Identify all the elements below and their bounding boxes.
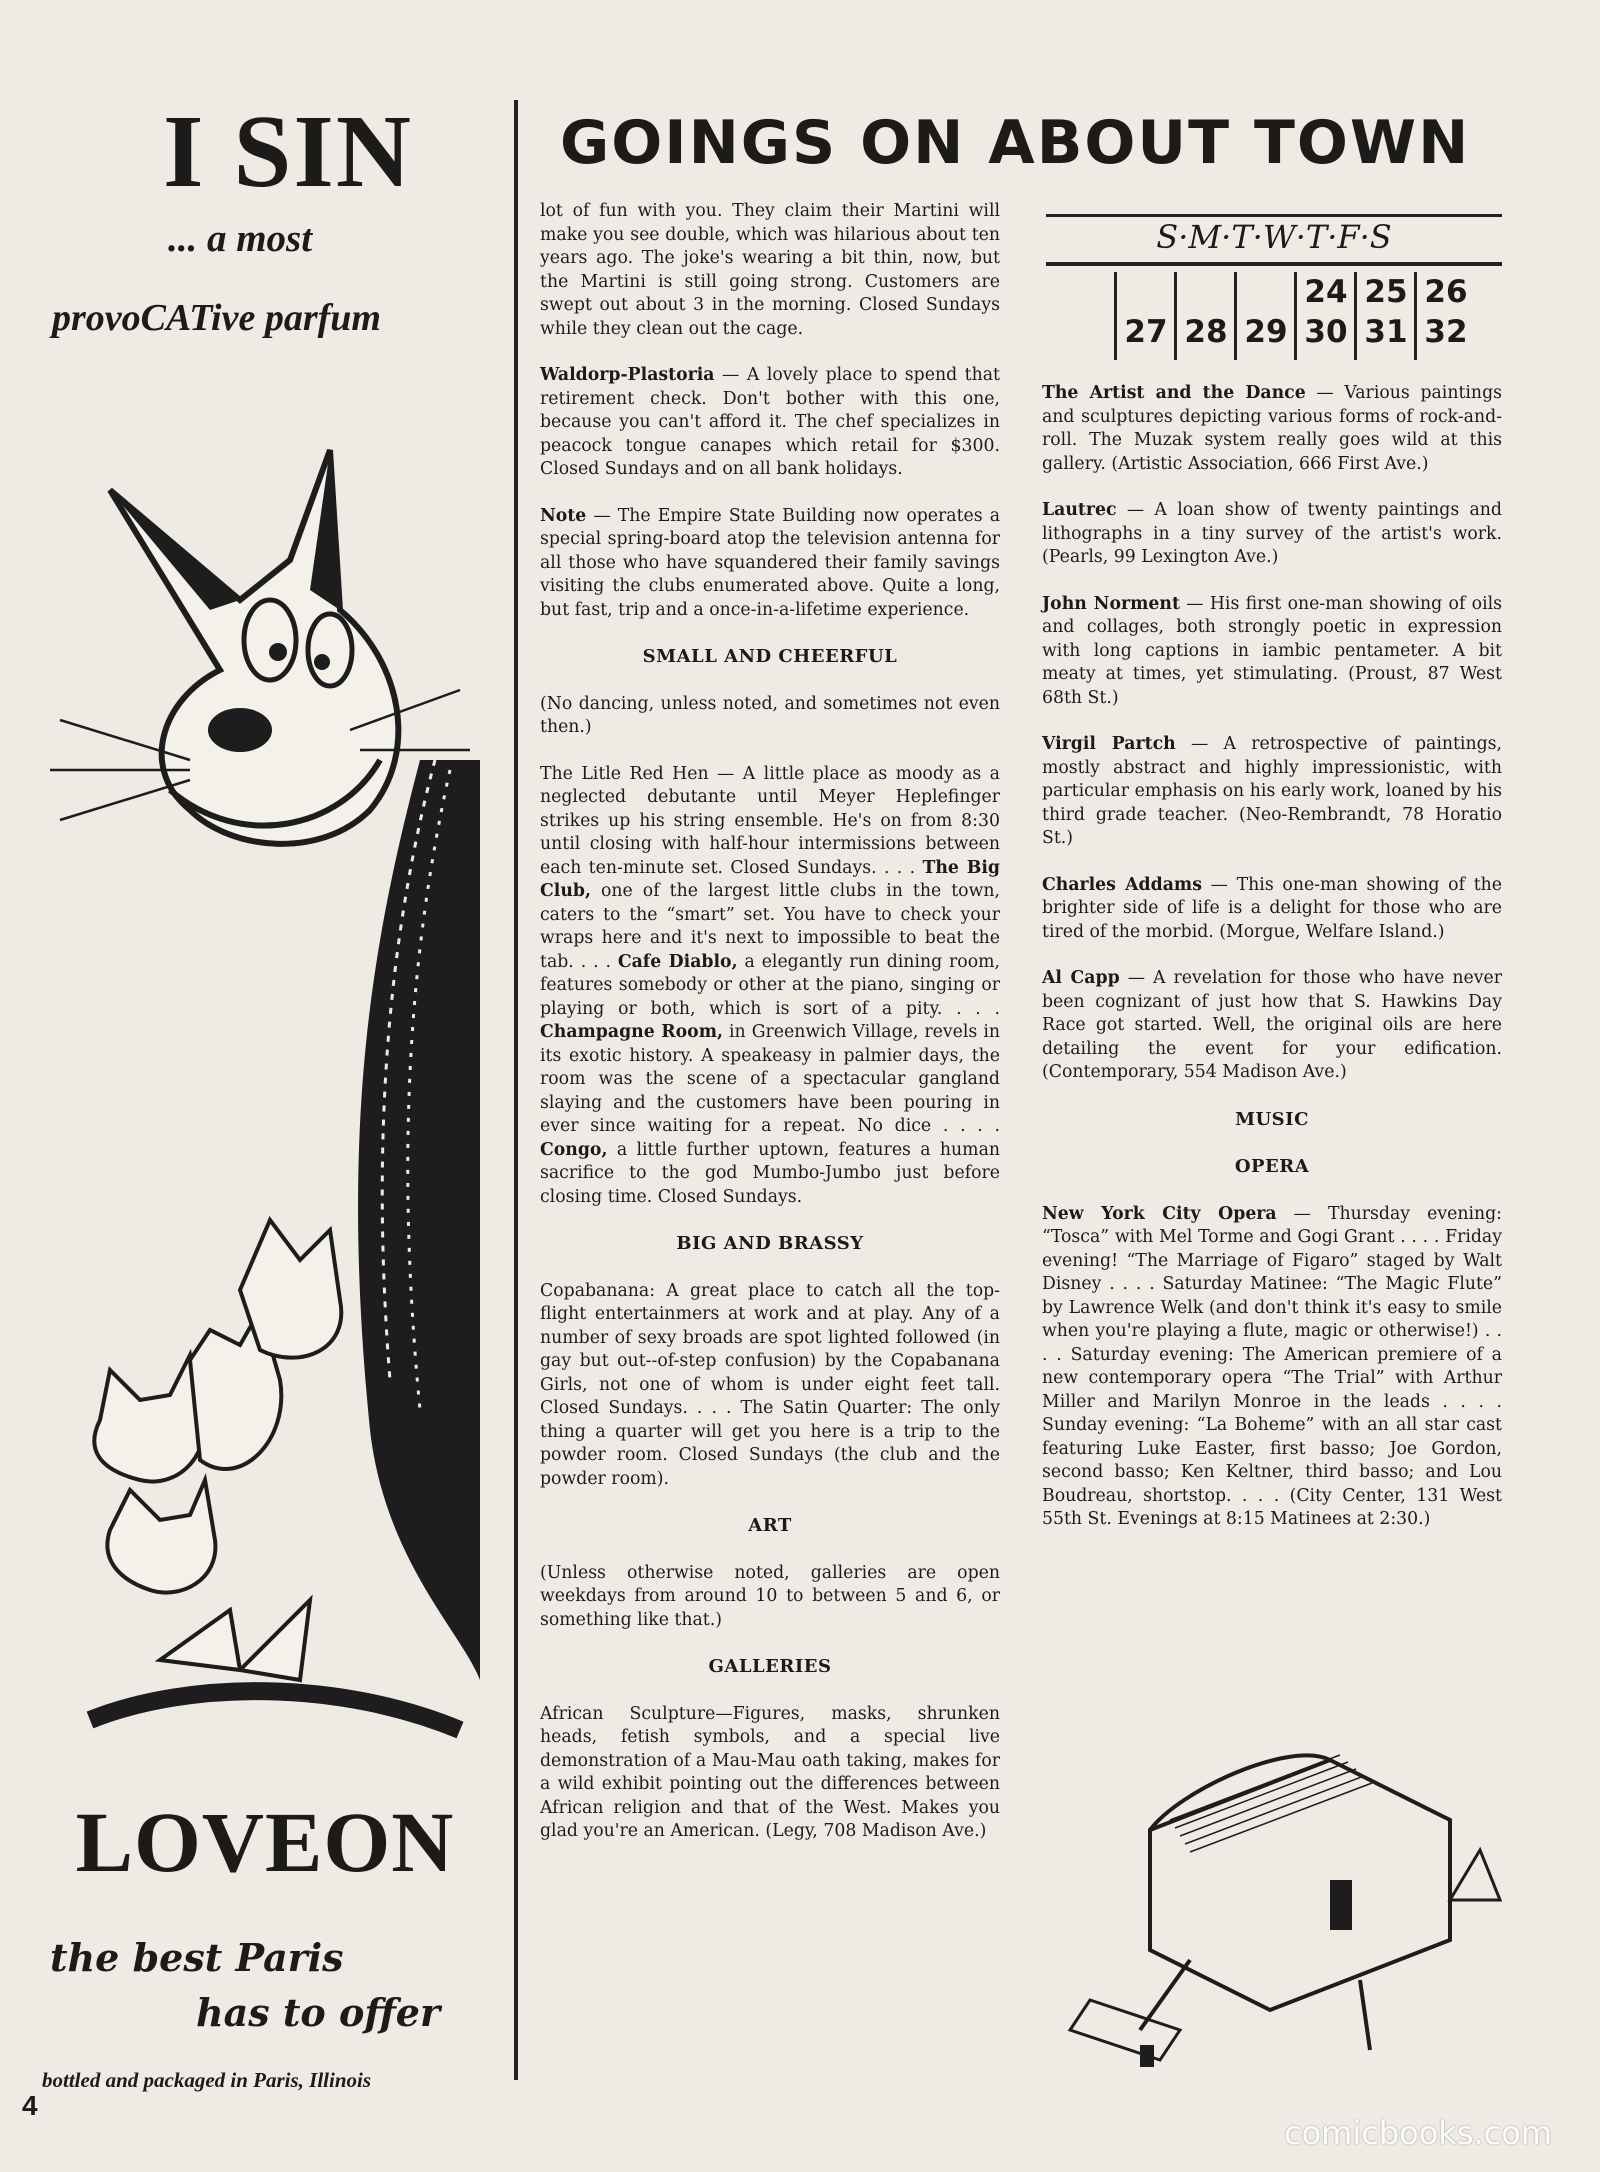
page-number: 4: [22, 2090, 38, 2121]
calendar-days: S·M·T·W·T·F·S: [1156, 218, 1392, 256]
section-heading: ART: [748, 1515, 792, 1536]
ad-subtitle-2: provoCATive parfum: [52, 297, 381, 339]
listing-name: Congo,: [540, 1139, 608, 1160]
listing-artist-dance: [1042, 382, 1502, 476]
listing-name: Charles Addams: [1042, 874, 1202, 895]
listing-name: New York City Opera: [1042, 1203, 1277, 1224]
cat-nose: [208, 708, 272, 752]
cat-eye-left: [244, 600, 296, 680]
listing-text: in Greenwich Village, revels in its exotic history. A speakeasy in palmier days, the room was the scene of a spectacular gangland slaying and the customers have been pouring in ever since waiting for a repeat. No dice . . . .: [540, 1022, 1000, 1136]
listing-text: — Thursday evening: “Tosca” with Mel Torme and Gogi Grant . . . . Friday evening! “The Marriage of Figaro” staged by Walt Disney . . . . Saturday Matinee: “The Magic Flute” by Lawrence Welk (and don't think it's easy to smile when you're playing a flute, magic or otherwise!) . . . . Saturday evening: The American premiere of a new contemporary opera “The Trial” with Arthur Miller and Marilyn Monroe in the leads . . . . Sunday evening: “La Boheme” with an all star cast featuring Luke Easter, first basso; Joe Gordon, second basso; Ken Keltner, third basso; and Lou Boudreau, shortstop. . . . (City Center, 131 West 55th St. Evenings at 8:15 Matinees at 2:30.): [1042, 1203, 1502, 1529]
listing-name: The Artist and the Dance: [1042, 383, 1306, 403]
calendar-date: 31: [1364, 314, 1408, 350]
stage-box: [1150, 1760, 1450, 2010]
calendar-date: 25: [1364, 274, 1408, 310]
listing-norment: [1042, 593, 1502, 711]
ad-tagline-1: the best Paris: [50, 1935, 344, 1980]
intro-paragraph: lot of fun with you. They claim their Martini will make you see double, which was hilarious about ten years ago. The joke's wearing a bit thin, now, but the Martini is still going strong. Customers are swept out about 3 in the morning. Closed Sundays while they clean out the cage.: [540, 201, 1000, 339]
listing-text: one of the largest little clubs in the town, caters to the “smart” set. You have to check your wraps here and it's next to impossible to beat the tab. . . .: [540, 881, 1000, 972]
curtain-lines: [1170, 1755, 1372, 1852]
section-heading: SMALL AND CHEERFUL: [642, 646, 898, 667]
section-heading: MUSIC: [1235, 1108, 1309, 1130]
bow-icon: [160, 1600, 310, 1680]
column-divider: [514, 100, 518, 2080]
listing-text: The Litle Red Hen — A little place as moody as a neglected debutante until Meyer Heplefinger strikes up his string ensemble. He's on from 8:30 until closing with half-hour intermissions between each ten-minute set. Closed Sundays. . . .: [540, 763, 1000, 878]
kittens-group: [94, 1220, 341, 1593]
calendar-date: 32: [1424, 314, 1468, 350]
ad-subtitle-1: ... a most: [167, 217, 313, 260]
listing-red-hen: [540, 763, 1000, 1210]
cat-tail: [90, 1691, 460, 1730]
listing-text: — Various paintings and sculptures depicting various forms of rock-and-roll. The Muzak system really goes wild at this gallery. (Artistic Association, 666 First Ave.): [1042, 383, 1502, 474]
cat-pupil-left: [269, 643, 287, 661]
listing-text: — A retrospective of paintings, mostly abstract and highly impressionistic, with particular emphasis on his early work, loaned by his third grade teacher. (Neo-Rembrandt, 78 Horatio St.): [1042, 734, 1502, 848]
ad-title: I SIN: [163, 94, 413, 209]
cat-illustration: [40, 430, 480, 1770]
listing-name: Champagne Room,: [540, 1022, 723, 1042]
ad-brand: LOVEON: [75, 1794, 455, 1890]
listing-name: Al Capp: [1042, 968, 1120, 988]
ad-tagline-2: has to offer: [196, 1990, 440, 2035]
listing-name: Cafe Diablo,: [617, 951, 738, 972]
ad-footer: bottled and packaged in Paris, Illinois: [42, 2068, 372, 2092]
calendar-date: 28: [1184, 314, 1228, 350]
listing-name: Note: [540, 505, 587, 526]
section-intro: (No dancing, unless noted, and sometimes not even then.): [540, 693, 1000, 737]
listing-text: — A loan show of twenty paintings and lithographs in a tiny survey of the artist's work. (Pearls, 99 Lexington Ave.): [1042, 500, 1502, 567]
section-intro: (Unless otherwise noted, galleries are open weekdays from around 10 to between 5 and 6, or something like that.): [540, 1562, 1000, 1630]
listing-partch: [1042, 733, 1502, 851]
listing-text: — This one-man showing of the brighter side of life is a delight for those who are tired of the morbid. (Morgue, Welfare Island.): [1042, 874, 1502, 942]
listings-column-1: [540, 200, 1000, 1867]
listing-copabanana: Copabanana: A great place to catch all the top-flight entertainmers at work and at play. Any of a number of sexy broads are spot lighted followed (in gay but out--of-step confusion) by the Copabanana Girls, not one of whom is under eight feet tall. Closed Sundays. . . . The Satin Quarter: The only thing a quarter will get you here is a trip to the powder room. Closed Sundays (the club and the powder room).: [540, 1280, 1000, 1489]
listing-text: — His first one-man showing of oils and collages, both strongly poetic in expression with long captions in iambic pentameter. A bit meaty at times, yet stimulating. (Proust, 87 West 68th St.): [1042, 593, 1502, 708]
watermark: comicbooks.com: [1283, 2114, 1552, 2152]
cat-eye-right: [308, 614, 352, 686]
listing-note: [540, 505, 1000, 623]
calendar-date: 30: [1304, 314, 1348, 350]
singer-figure: [1330, 1880, 1352, 1930]
listing-name: Virgil Partch: [1042, 734, 1176, 754]
cat-body-shape: [358, 760, 480, 1680]
section-heading: GALLERIES: [708, 1656, 832, 1677]
listing-name: Lautrec: [1042, 500, 1117, 520]
plant-icon: [1450, 1850, 1500, 1900]
opera-illustration: [1030, 1700, 1510, 2080]
section-heading: BIG AND BRASSY: [676, 1233, 864, 1254]
calendar-rule: [1046, 262, 1502, 266]
listing-addams: [1042, 874, 1502, 945]
cat-pupil-right: [314, 654, 330, 670]
opera-hat-icon: [1140, 2045, 1154, 2067]
program-sheet: [1070, 2000, 1180, 2060]
calendar-date: 29: [1244, 314, 1288, 350]
listing-text: — A lovely place to spend that retirement check. Don't bother with this one, because you can't afford it. The chef specializes in peacock tongue canapes which retail for $300. Closed Sundays and on all bank holidays.: [540, 365, 1000, 479]
listings-column-2: [1042, 382, 1502, 1555]
calendar-date: 27: [1124, 314, 1168, 350]
listing-waldorp: [540, 364, 1000, 482]
listing-text: — The Empire State Building now operates a special spring-board atop the television antenna for all those who have squandered their family savings visiting the clubs enumerated above. Quite a long, but fast, trip and a once-in-a-lifetime experience.: [540, 505, 1000, 620]
listing-text: a elegantly run dining room, features somebody or other at the piano, singing or playing or both, which is sort of a pity. . . .: [540, 951, 1000, 1019]
calendar: [1046, 214, 1502, 364]
listing-nyc-opera: [1042, 1203, 1502, 1532]
listing-capp: [1042, 967, 1502, 1085]
listing-name: John Norment: [1042, 593, 1180, 614]
calendar-date: 24: [1304, 274, 1348, 310]
listing-name: Waldorp-Plastoria: [540, 365, 715, 385]
listing-name: The Big Club,: [540, 857, 1000, 901]
listing-african-sculpture: African Sculpture—Figures, masks, shrunken heads, fetish symbols, and a special live demonstration of a Mau-Mau oath taking, makes for a wild exhibit pointing out the differences between African religion and that of the West. Makes you glad you're an American. (Legy, 708 Madison Ave.): [540, 1703, 1000, 1841]
calendar-date: 26: [1424, 274, 1468, 310]
section-heading: OPERA: [1234, 1156, 1310, 1177]
listing-text: — A revelation for those who have never been cognizant of just how that S. Hawkins Day Race got started. Well, the original oils are here detailing the event for your edification. (Contemporary, 554 Madison Ave.): [1042, 968, 1503, 1082]
page-headline: GOINGS ON ABOUT TOWN: [560, 108, 1471, 178]
listing-text: a little further uptown, features a human sacrifice to the god Mumbo-Jumbo just before closing time. Closed Sundays.: [540, 1139, 1000, 1207]
listing-lautrec: [1042, 499, 1502, 570]
